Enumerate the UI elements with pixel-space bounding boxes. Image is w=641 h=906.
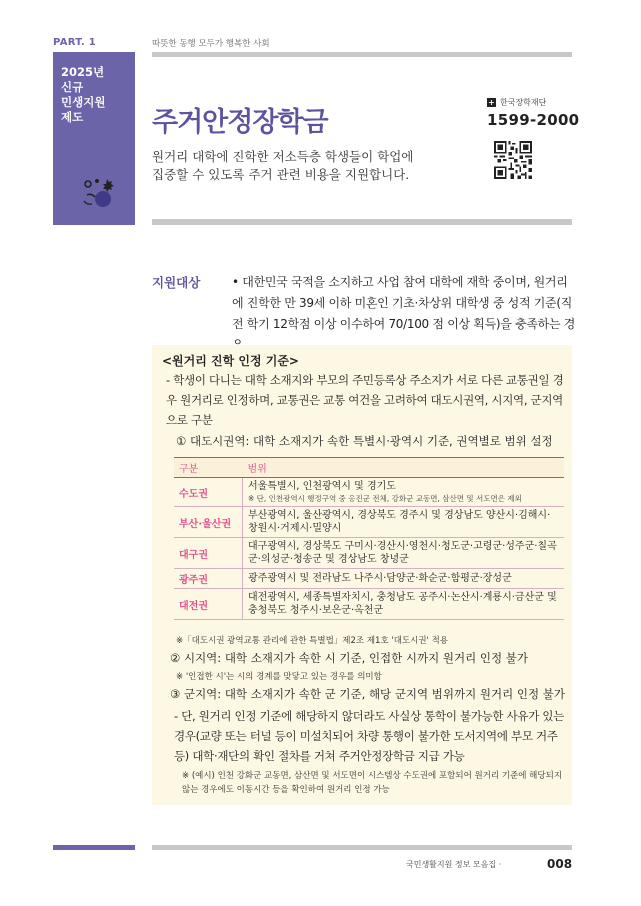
page-number: 008 bbox=[547, 857, 573, 871]
page-title: 주거안정장학금 bbox=[152, 107, 328, 138]
target-description: • 대한민국 국적을 소지하고 사업 참여 대학에 재학 중이며, 원거리에 진학한 만 39세 이하 미혼인 기초·차상위 대학생 중 성적 기준(직전 학기 12학점 이상 이수하여 70/100 점 이상 획득)을 충족하는 경 bbox=[232, 275, 576, 331]
side-line: 2025년 bbox=[61, 65, 105, 79]
region-range: 부산광역시, 울산광역시, 경상북도 경주시 및 경상남도 양산시·김해시·창원시·거제시·밀양시 bbox=[243, 507, 565, 538]
footnote-metro: ※「대도시권 광역교통 관리에 관한 특별법」제2조 제1호 '대도시권' 적용 bbox=[176, 636, 449, 646]
region-name: 광주권 bbox=[174, 569, 243, 589]
criteria-box bbox=[152, 345, 572, 805]
organization bbox=[487, 97, 546, 108]
table-header: 범위 bbox=[243, 458, 565, 478]
table-header: 구분 bbox=[174, 458, 243, 478]
intro-line: 집중할 수 있도록 주거 관련 비용을 지원합니다. bbox=[152, 167, 410, 182]
criteria-item-metro: ① 대도시권역: 대학 소재지가 속한 특별시·광역시 기준, 권역별로 범위 설정 bbox=[176, 434, 553, 448]
bottom-gray-bar bbox=[152, 845, 572, 850]
region-name: 대구권 bbox=[174, 538, 243, 569]
region-range-text: 서울특별시, 인천광역시 및 경기도 bbox=[248, 481, 396, 492]
side-line: 신규 bbox=[61, 80, 84, 94]
table-row bbox=[174, 538, 564, 569]
criteria-item-city: ② 시지역: 대학 소재지가 속한 시 기준, 인접한 시까지 원거리 인정 불가 bbox=[170, 651, 528, 665]
region-range: 대구광역시, 경상북도 구미시·경산시·영천시·청도군·고령군·성주군·칠곡군·의성군·청송군 및 경상남도 창녕군 bbox=[243, 538, 565, 569]
region-range bbox=[243, 478, 565, 507]
exception-paragraph: - 단, 원거리 인정 기준에 해당하지 않더라도 사실상 통학이 불가능한 사유가 있는 경우(교량 또는 터널 등이 미설치되어 차량 통행이 불가한 도서지역에 부모 거주 등) 대학·재단의 확인 절차를 거쳐 주거안정장학금 지급 가능 bbox=[174, 709, 565, 763]
part-label: PART. 1 bbox=[53, 37, 97, 48]
table-row bbox=[174, 478, 564, 507]
region-name: 수도권 bbox=[174, 478, 243, 507]
region-range: 광주광역시 및 전라남도 나주시·담양군·화순군·함평군·장성군 bbox=[243, 569, 565, 589]
region-range: 대전광역시, 세종특별자치시, 충청남도 공주시·논산시·계룡시·금산군 및 충청북도 청주시·보은군·옥천군 bbox=[243, 589, 565, 620]
criteria-paragraph: - 학생이 다니는 대학 소재지와 부모의 주민등록상 주소지가 서로 다른 교통권일 경우 원거리로 인정하며, 교통권은 교통 여건을 고려하여 대도시권역, 시지역, 군지역으로 구분 bbox=[166, 373, 564, 427]
table-header-row bbox=[174, 458, 564, 478]
intro-line: 원거리 대학에 진학한 저소득층 학생들이 학업에 bbox=[152, 149, 414, 164]
bottom-accent-bar bbox=[53, 845, 135, 850]
flower-icon bbox=[81, 175, 117, 209]
plus-icon: + bbox=[488, 98, 495, 107]
side-label-box bbox=[53, 57, 135, 225]
table-row bbox=[174, 507, 564, 538]
region-name: 부산·울산권 bbox=[174, 507, 243, 538]
table-row bbox=[174, 589, 564, 620]
footnote-example: ※ (예시) 인천 강화군 교동면, 삼산면 및 서도면이 시스템상 수도권에 포함되어 원거리 기준에 해당되지 않는 경우에도 이동시간 등을 확인하여 원거리 인정 가능 bbox=[182, 771, 563, 795]
section-caption: 따뜻한 동행 모두가 행복한 사회 bbox=[152, 39, 270, 49]
organization-name: 한국장학재단 bbox=[500, 98, 547, 107]
qr-code-icon[interactable] bbox=[494, 141, 532, 179]
top-gray-bar bbox=[152, 52, 572, 57]
footer-label: 국민생활지원 정보 모음집 · bbox=[406, 860, 502, 869]
region-name: 대전권 bbox=[174, 589, 243, 620]
phone-number: 1599-2000 bbox=[487, 111, 580, 129]
intro-description bbox=[152, 148, 413, 184]
footnote-city: ※ '인접한 시'는 시의 경계를 맞닿고 있는 경우를 의미함 bbox=[176, 672, 382, 682]
region-range-note: ※ 단, 인천광역시 행정구역 중 옹진군 전체, 강화군 교동면, 삼산면 및 서도면은 제외 bbox=[248, 494, 522, 503]
side-line: 제도 bbox=[61, 110, 84, 124]
side-line: 민생지원 bbox=[61, 95, 106, 109]
target-label: 지원대상 bbox=[152, 275, 201, 290]
table-row bbox=[174, 569, 564, 589]
criteria-item-county: ③ 군지역: 대학 소재지가 속한 군 기준, 해당 군지역 범위까지 원거리 인정 불가 bbox=[170, 687, 565, 701]
section-divider bbox=[152, 219, 572, 225]
criteria-heading: <원거리 진학 인정 기준> bbox=[162, 354, 299, 368]
region-table bbox=[174, 457, 564, 620]
